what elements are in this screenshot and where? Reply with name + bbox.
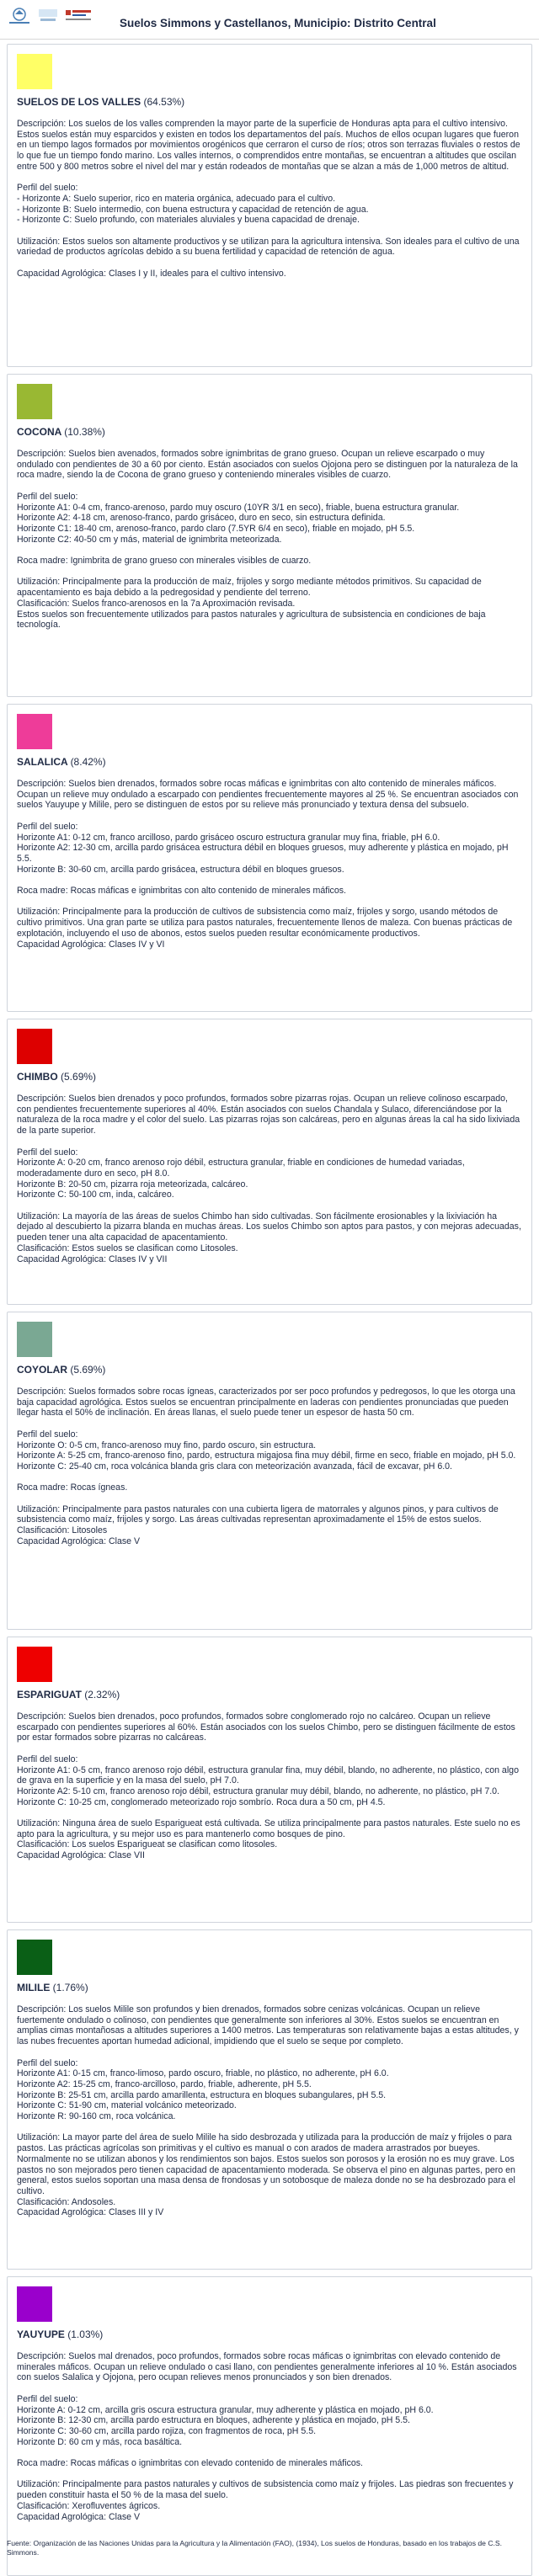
description-paragraph: Descripción: Suelos bien avenados, formados sobre ignimbritas de grano grueso. Ocupan un relieve escarpado o muy ondulado con pendientes de 30 a 60 por ciento. Están asociados con suelos Ojojona pero se distinguen por la naturaleza de la roca madre, siendo la de Cocona de grano grueso y conteniendo minerales visibles de cuarzo.: [17, 449, 518, 481]
profile-paragraph: Perfil del suelo: - Horizonte A: Suelo superior, rico en materia orgánica, adecuado para el cultivo. - Horizonte B: Suelo intermedio, con buena estructura y capacidad de retención de agua. - Horizonte C: Suelo profundo, con materiales aluviales y buena capacidad de drenaje.: [17, 183, 369, 226]
government-seal-logo: [7, 7, 32, 25]
section-title: YAUYUPE (1.03%): [17, 2329, 104, 2340]
section-body: [17, 449, 522, 631]
parent-rock-paragraph: Roca madre: Ignimbrita de grano grueso con minerales visibles de cuarzo.: [17, 556, 312, 566]
soil-section-yauyupe: [7, 2276, 532, 2576]
description-paragraph: Descripción: Los suelos de los valles comprenden la mayor parte de la superficie de Honduras apta para el cultivo intensivo. Estos suelos están muy esparcidos y existen en todos los departamentos del país. Muchos de ellos ocupan lugares que fueron en un tiempo lagos formados por movimientos orogénicos que cerraron el curso de ríos; otros son terrazas fluviales o restos de lo que fue un tiempo fondo marino. Los valles internos, o comprendidos entre montañas, se encuentran a altitudes que oscilan entre 500 y 800 metros sobre el nivel del mar y están rodeados de montañas que se alzan a más de 1,000 metros de altitud.: [17, 119, 520, 172]
use-paragraph: Utilización: La mayor parte del área de suelo Milile ha sido desbrozada y utilizada para la producción de maíz y frijoles o para pastos. Las prácticas agrícolas son primitivas y el cultivo es manual o con arados de madera arrastrados por bueyes. Normalmente no se utilizan abonos y los rendimientos son bajos. Estos suelos son porosos y la erosión no es muy grave. Los pastos no son mejorados pero tienen capacidad de apacentamiento moderada. Se observa el pino en algunas partes, pero en general, estos suelos soportan una masa densa de frondosas y un sotobosque de maleza donde no se ha desbrozado para el cultivo. Clasificación: Andosoles. Capacidad Agrológica: Clases III y IV: [17, 2132, 515, 2218]
section-title: SALALICA (8.42%): [17, 756, 106, 768]
parent-rock-paragraph: Roca madre: Rocas máficas o ignimbritas con elevado contenido de minerales máficos.: [17, 2458, 363, 2468]
color-swatch: [17, 1940, 52, 1975]
color-swatch: [17, 384, 52, 419]
color-swatch: [17, 714, 52, 749]
soil-section-salalica: [7, 704, 532, 1012]
use-paragraph: Utilización: Principalmente para la producción de maíz, frijoles y sorgo mediante métodos primitivos. Su capacidad de apacentamiento es baja debido a la pedregosidad y pendiente del terreno. Clasificación: Suelos franco-arenosos en la 7a Aproximación revisada. Estos suelos son frecuentemente utilizados para pastos naturales y agricultura de subsistencia en condiciones de baja tecnología.: [17, 577, 486, 631]
logo-group: [7, 7, 93, 25]
use-paragraph: Utilización: Principalmente para la producción de cultivos de subsistencia como maíz, frijoles y sorgo, usando métodos de cultivo primitivos. Una gran parte se utiliza para pastos naturales, frecuentemente llenos de maleza. Con buenas prácticas de explotación, incluyendo el uso de abonos, estos suelos pueden resultar económicamente productivos. Capacidad Agrológica: Clases IV y VI: [17, 907, 513, 950]
use-paragraph: Utilización: Ninguna área de suelo Esparigueat está cultivada. Se utiliza principalmente para pastos naturales. Este suelo no es apto para la agricultura, y su mejor uso es para mantenerlo como bosques de pino. Clasificación: Los suelos Esparigueat se clasifican como litosoles. Capacidad Agrológica: Clase VII: [17, 1818, 520, 1861]
profile-paragraph: Perfil del suelo: Horizonte A1: 0-4 cm, franco-arenoso, pardo muy oscuro (10YR 3/1 en seco), friable, buena estructura granular. Horizonte A2: 4-18 cm, arenoso-franco, pardo grisáceo, duro en seco, sin estructura definida. Horizonte C1: 18-40 cm, arenoso-franco, pardo claro (7.5YR 6/4 en seco), friable en mojado, pH 5.5. Horizonte C2: 40-50 cm y más, material de ignimbrita meteorizada.: [17, 491, 460, 545]
section-title: CHIMBO (5.69%): [17, 1071, 97, 1083]
soil-section-coyolar: [7, 1312, 532, 1630]
soil-section-milile: [7, 1929, 532, 2270]
description-paragraph: Descripción: Suelos bien drenados y poco profundos, formados sobre pizarras rojas. Ocupan un relieve colinoso escarpado, con pendientes frecuentemente superiores al 40%. Están asociados con suelos Chandala y Sulaco, diferenciándose por la naturaleza de la roca madre y el color del suelo. Las pizarras rojas son calcáreas, pero en algunas áreas la cal ha sido lixiviada de la parte superior.: [17, 1094, 520, 1136]
section-title: MILILE (1.76%): [17, 1982, 88, 1993]
profile-paragraph: Perfil del suelo: Horizonte A: 0-20 cm, franco arenoso rojo débil, estructura granular, friable en condiciones de humedad variadas, moderadamente duro en seco, pH 8.0. Horizonte B: 20-50 cm, pizarra roja meteorizada, calcáreo. Horizonte C: 50-100 cm, inda, calcáreo.: [17, 1147, 465, 1200]
soil-section-chimbo: [7, 1019, 532, 1305]
color-swatch: [17, 1322, 52, 1357]
color-swatch: [17, 1647, 52, 1682]
description-paragraph: Descripción: Suelos bien drenados, poco profundos, formados sobre conglomerado rojo no calcáreo. Ocupan un relieve escarpado con pendientes superiores al 60%. Están asociados con los suelos Chimbo, pero se distinguen fácilmente de estos por estar formados sobre pizarras no calcáreas.: [17, 1711, 515, 1743]
agency-logo: [64, 7, 93, 25]
section-body: [17, 2351, 522, 2522]
description-paragraph: Descripción: Suelos bien drenados, formados sobre rocas máficas e ignimbritas con alto contenido de minerales máficos. Ocupan un relieve muy ondulado a escarpado con pendientes frecuentemente mayores al 25 %. Se encuentran asociados con suelos Yauyupe y Milile, pero se distinguen de estos por su relieve más pronunciado y textura densa del subsuelo.: [17, 779, 519, 811]
source-footnote: Fuente: Organización de las Naciones Unidas para la Agricultura y la Alimentación (FAO), (1934), Los suelos de Honduras, basado en los trabajos de C.S. Simmons.: [7, 2539, 503, 2557]
description-paragraph: Descripción: Suelos mal drenados, poco profundos, formados sobre rocas máficas o ignimbritas con elevado contenido de minerales máficos. Ocupan un relieve ondulado o casi llano, con pendientes generalmente inferiores al 10 %. Están asociados con suelos Salalica y Ojojona, pero ocupan relieves menos pronunciados y son bien drenados.: [17, 2351, 517, 2383]
section-body: [17, 1386, 522, 1547]
soil-section-valles: [7, 44, 532, 367]
use-paragraph: Utilización: Principalmente para pastos naturales con una cubierta ligera de matorrales y algunos pinos, y para cultivos de subsistencia como maíz, frijoles y sorgo. Las áreas cultivadas representan aproximadamente el 15% de estos suelos. Clasificación: Litosoles Capacidad Agrológica: Clase V: [17, 1504, 499, 1546]
section-title: COYOLAR (5.69%): [17, 1364, 106, 1376]
section-body: [17, 2004, 522, 2218]
section-title: ESPARIGUAT (2.32%): [17, 1689, 120, 1700]
color-swatch: [17, 2286, 52, 2322]
section-title: COCONA (10.38%): [17, 426, 105, 438]
section-title: SUELOS DE LOS VALLES (64.53%): [17, 96, 185, 108]
color-swatch: [17, 54, 52, 89]
use-paragraph: Utilización: Estos suelos son altamente productivos y se utilizan para la agricultura intensiva. Son ideales para el cultivo de una variedad de productos agrícolas debido a su buena fertilidad y capacidad de retención de agua.: [17, 236, 520, 258]
profile-paragraph: Perfil del suelo: Horizonte A1: 0-12 cm, franco arcilloso, pardo grisáceo oscuro estructura granular muy fina, friable, pH 6.0. Horizonte A2: 12-30 cm, arcilla pardo grisácea estructura débil en bloques gruesos, muy adherente y plástica en mojado, pH 5.5. Horizonte B: 30-60 cm, arcilla pardo grisácea, estructura débil en bloques gruesos.: [17, 821, 509, 875]
parent-rock-paragraph: Roca madre: Rocas ígneas.: [17, 1482, 128, 1493]
page-title: Suelos Simmons y Castellanos, Municipio: Distrito Central: [120, 17, 436, 29]
description-paragraph: Descripción: Suelos formados sobre rocas ígneas, caracterizados por ser poco profundos y pedregosos, lo que les otorga una baja capacidad agrológica. Estos suelos se encuentran principalmente en laderas con pendientes pronunciadas que pueden llegar hasta el 50% de inclinación. En áreas llanas, el suelo puede tener un espesor de hasta 50 cm.: [17, 1386, 515, 1418]
section-body: [17, 119, 522, 279]
description-paragraph: Descripción: Los suelos Milile son profundos y bien drenados, formados sobre cenizas volcánicas. Ocupan un relieve fuertemente ondulado o colinoso, con pendientes que generalmente son inferiores al 30%. Estos suelos se encuentran en amplias cimas montañosas a altitudes superiores a 1400 metros. Las temperaturas son relativamente bajas a estas altitudes, y las nubes frecuentes aportan humedad adicional, impidiendo que el suelo se seque por completo.: [17, 2004, 519, 2047]
profile-paragraph: Perfil del suelo: Horizonte A1: 0-15 cm, franco-limoso, pardo oscuro, friable, no plástico, no adherente, pH 6.0. Horizonte A2: 15-25 cm, franco-arcilloso, pardo, friable, adherente, pH 5.5. Horizonte B: 25-51 cm, arcilla pardo amarillenta, estructura en bloques subangulares, pH 5.5. Horizonte C: 51-90 cm, material volcánico meteorizado. Horizonte R: 90-160 cm, roca volcánica.: [17, 2057, 389, 2122]
profile-paragraph: Perfil del suelo: Horizonte A1: 0-5 cm, franco arenoso rojo débil, estructura granular fina, muy débil, blando, no adherente, no plástico, con algo de grava en la superficie y en la masa del suelo, pH 7.0. Horizonte A2: 5-10 cm, franco arenoso rojo débil, estructura granular muy débil, blando, no adherente, no plástico, pH 7.0. Horizonte C: 10-25 cm, conglomerado meteorizado rojo sombrío. Roca dura a 50 cm, pH 4.5.: [17, 1754, 519, 1807]
soil-section-esparguat: [7, 1637, 532, 1923]
color-swatch: [17, 1029, 52, 1064]
parent-rock-paragraph: Roca madre: Rocas máficas e ignimbritas con alto contenido de minerales máficos.: [17, 886, 346, 896]
section-body: [17, 1094, 522, 1264]
section-body: [17, 779, 522, 950]
profile-paragraph: Perfil del suelo: Horizonte A: 0-12 cm, arcilla gris oscura estructura granular, muy adherente y plástica en mojado, pH 6.0. Horizonte B: 12-30 cm, arcilla pardo estructura en bloques, adherente y plástica en mojado, pH 5.5. Horizonte C: 30-60 cm, arcilla pardo rojiza, con fragmentos de roca, pH 5.5. Horizonte D: 60 cm y más, roca basáltica.: [17, 2393, 434, 2447]
profile-paragraph: Perfil del suelo: Horizonte O: 0-5 cm, franco-arenoso muy fino, pardo oscuro, sin estructura. Horizonte A: 5-25 cm, franco-arenoso fino, pardo, estructura migajosa fina muy débil, firme en seco, friable en mojado, pH 5.0. Horizonte C: 25-40 cm, roca volcánica blanda gris clara con meteorización avanzada, fácil de excavar, pH 6.0.: [17, 1429, 516, 1472]
soil-section-cocona: [7, 374, 532, 697]
capacity-paragraph: Capacidad Agrológica: Clases I y II, ideales para el cultivo intensivo.: [17, 268, 286, 279]
use-paragraph: Utilización: La mayoría de las áreas de suelos Chimbo han sido cultivadas. Son fácilmente erosionables y la lixiviación ha dejado al descubierto la pizarra blanda en muchas áreas. Los suelos Chimbo son aptos para pastos, y con mejoras adecuadas, pueden tener una alta capacidad de apacentamiento. Clasificación: Estos suelos se clasifican como Litosoles. Capacidad Agrológica: Clases IV y VII: [17, 1211, 521, 1264]
use-paragraph: Utilización: Principalmente para pastos naturales y cultivos de subsistencia como maíz y frijoles. Las piedras son frecuentes y pueden constituir hasta el 50 % de la masa del suelo. Clasificación: Xerofluventes ágricos. Capacidad Agrológica: Clase V: [17, 2479, 514, 2522]
section-body: [17, 1711, 522, 1861]
institution-logo: [37, 7, 59, 25]
page-header: [0, 0, 539, 40]
